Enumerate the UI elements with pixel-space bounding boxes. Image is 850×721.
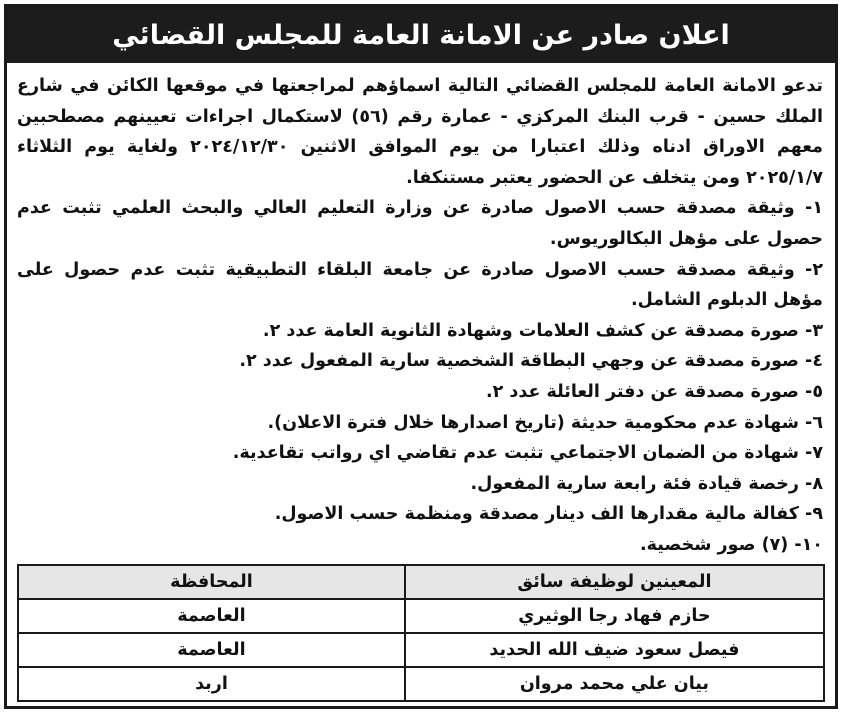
notice-title: اعلان صادر عن الامانة العامة للمجلس القضائي: [7, 7, 835, 63]
table-row: [18, 599, 824, 633]
table-row: [18, 667, 824, 701]
required-document-item: ١- وثيقة مصدقة حسب الاصول صادرة عن وزارة التعليم العالي والبحث العلمي تثبت عدم حصول على مؤهل البكالوريوس.: [17, 198, 823, 249]
required-document-item: ٧- شهادة من الضمان الاجتماعي تثبت عدم تقاضي اي رواتب تقاعدية.: [232, 443, 823, 464]
required-documents-list: [17, 193, 823, 560]
header-appointees: المعينين لوظيفة سائق: [405, 565, 824, 599]
table-row: [18, 633, 824, 667]
required-document-item: ٨- رخصة قيادة فئة رابعة سارية المفعول.: [470, 473, 823, 494]
appointee-name: بيان علي محمد مروان: [405, 667, 824, 701]
table-header-row: [18, 565, 824, 599]
appointee-name: فيصل سعود ضيف الله الحديد: [405, 633, 824, 667]
announcement-notice: [4, 4, 838, 709]
header-governorate: المحافظة: [18, 565, 405, 599]
notice-intro: تدعو الامانة العامة للمجلس القضائي التالية اسماؤهم لمراجعتها في موقعها الكائن في شارع الملك حسين - قرب البنك المركزي - عمارة رقم (٥٦) لاستكمال اجراءات تعيينهم مصطحبين معهم الاوراق ادناه وذلك اعتبارا من يوم الموافق الاثنين ٢٠٢٤/١٢/٣٠ ولغاية يوم الثلاثاء ٢٠٢٥/١/٧ ومن يتخلف عن الحضور يعتبر مستنكفا.: [17, 76, 823, 188]
required-document-item: ٥- صورة مصدقة عن دفتر العائلة عدد ٢.: [485, 381, 823, 402]
required-document-item: ٩- كفالة مالية مقدارها الف دينار مصدقة ومنظمة حسب الاصول.: [274, 504, 823, 525]
required-document-item: ٤- صورة مصدقة عن وجهي البطاقة الشخصية سارية المفعول عدد ٢.: [239, 351, 823, 372]
appointee-governorate: اربد: [18, 667, 405, 701]
appointee-name: حازم فهاد رجا الوثيري: [405, 599, 824, 633]
appointee-governorate: العاصمة: [18, 633, 405, 667]
required-document-item: ٣- صورة مصدقة عن كشف العلامات وشهادة الثانوية العامة عدد ٢.: [262, 320, 823, 341]
notice-body: [17, 71, 823, 561]
appointees-table: [17, 564, 825, 702]
appointees-table-wrapper: [17, 564, 825, 702]
required-document-item: ٢- وثيقة مصدقة حسب الاصول صادرة عن جامعة البلقاء التطبيقية تثبت عدم حصول على مؤهل الدبلوم الشامل.: [17, 259, 823, 311]
appointee-governorate: العاصمة: [18, 599, 405, 633]
required-document-item: ١٠- (٧) صور شخصية.: [639, 534, 823, 555]
required-document-item: ٦- شهادة عدم محكومية حديثة (تاريخ اصدارها خلال فترة الاعلان).: [267, 412, 823, 433]
